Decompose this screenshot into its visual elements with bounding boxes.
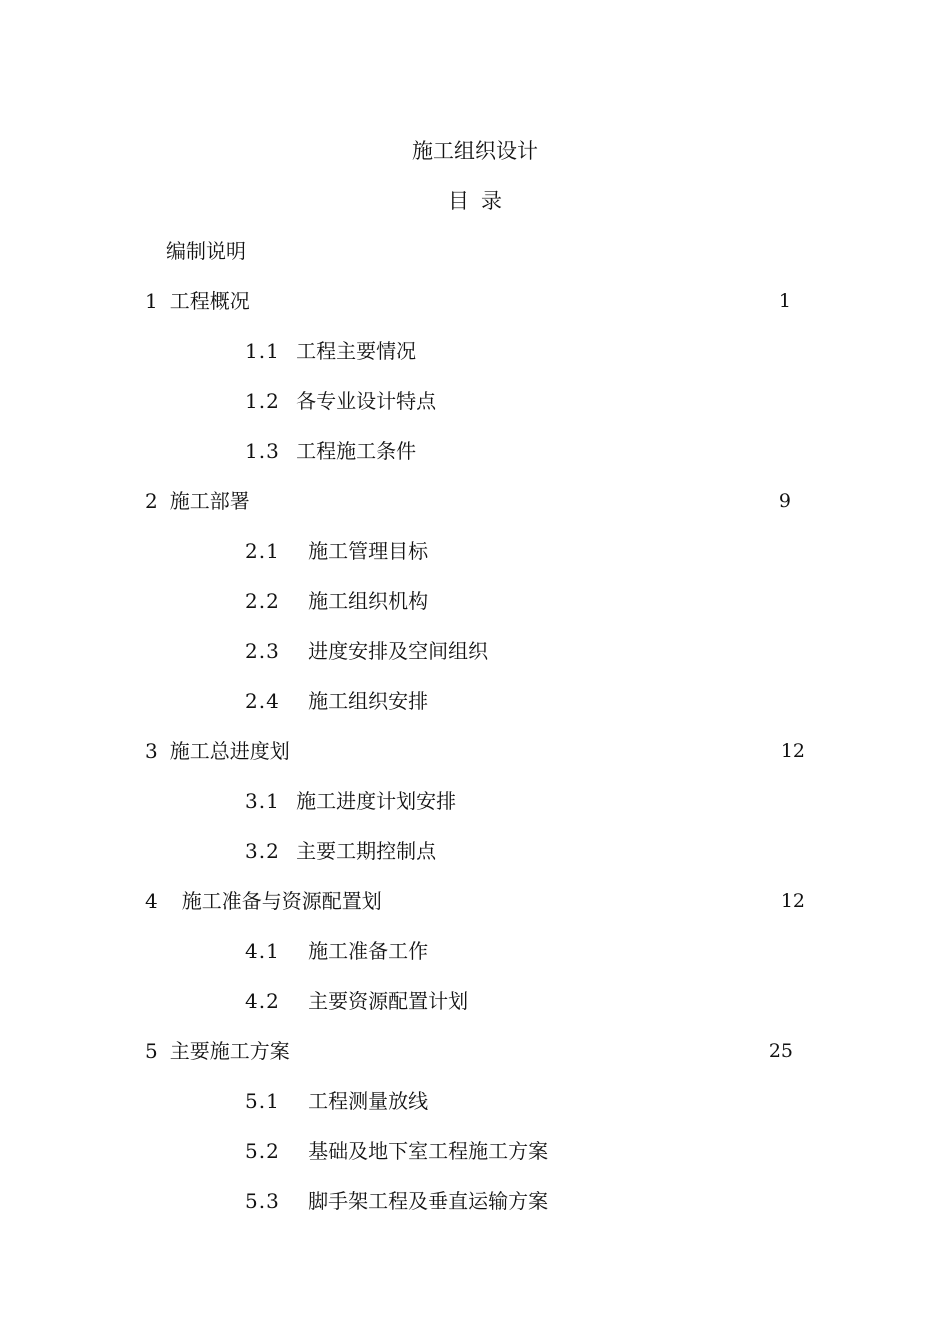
section-page-number: 1 [778,290,791,312]
subsection-label: 基础及地下室工程施工方案 [308,1139,549,1163]
section-number: 2 [145,489,158,513]
subsection-label: 施工管理目标 [308,539,429,563]
section-number: 3 [145,739,158,763]
section-number: 1 [145,289,158,313]
toc-subsection-2-1[interactable] [245,536,428,566]
document-title: 施工组织设计 [412,139,538,163]
toc-subsection-5-3[interactable] [245,1186,548,1216]
subsection-label: 脚手架工程及垂直运输方案 [308,1189,549,1213]
toc-subsection-5-1[interactable] [245,1086,428,1116]
section-label: 主要施工方案 [169,1039,290,1063]
subsection-label: 施工进度计划安排 [296,789,457,813]
preface-label: 编制说明 [166,239,246,263]
subsection-number: 2.3 [245,639,280,663]
subsection-number: 5.1 [245,1089,280,1113]
subsection-label: 工程施工条件 [296,439,417,463]
toc-subsection-2-4[interactable] [245,686,428,716]
toc-section-2[interactable] [145,486,805,516]
section-page-number: 25 [768,1040,793,1062]
subsection-label: 进度安排及空间组织 [308,639,489,663]
subsection-label: 工程测量放线 [308,1089,429,1113]
subsection-label: 施工组织安排 [308,689,429,713]
toc-subsection-5-2[interactable] [245,1136,548,1166]
section-number: 5 [145,1039,158,1063]
subsection-number: 5.3 [245,1189,280,1213]
dot-leader [292,1036,767,1066]
toc-section-4[interactable] [145,886,805,916]
toc-section-3[interactable] [145,736,805,766]
subsection-number: 2.2 [245,589,280,613]
subsection-number: 2.1 [245,539,280,563]
section-label: 施工准备与资源配置划 [181,889,382,913]
toc-subsection-1-1[interactable] [245,336,416,366]
toc-subsection-4-2[interactable] [245,986,468,1016]
dot-leader [304,736,779,766]
dot-leader [264,286,777,316]
section-page-number: 9 [778,490,791,512]
section-label: 施工总进度划 [169,739,290,763]
subsection-number: 1.1 [245,339,280,363]
dot-leader [264,486,777,516]
section-number: 4 [145,889,158,913]
subsection-number: 4.1 [245,939,280,963]
subsection-number: 3.2 [245,839,280,863]
toc-subsection-3-1[interactable] [245,786,456,816]
subsection-label: 工程主要情况 [296,339,417,363]
toc-subsection-1-3[interactable] [245,436,416,466]
subsection-number: 1.3 [245,439,280,463]
subsection-number: 2.4 [245,689,280,713]
section-page-number: 12 [780,890,805,912]
toc-subsection-2-3[interactable] [245,636,488,666]
subsection-number: 4.2 [245,989,280,1013]
section-label: 施工部署 [169,489,250,513]
dot-leader [384,886,779,916]
toc-section-1[interactable] [145,286,805,316]
toc-subsection-1-2[interactable] [245,386,436,416]
toc-section-5[interactable] [145,1036,793,1066]
subsection-label: 各专业设计特点 [296,389,437,413]
subsection-label: 主要资源配置计划 [308,989,469,1013]
toc-subsection-4-1[interactable] [245,936,428,966]
toc-subsection-2-2[interactable] [245,586,428,616]
subsection-number: 5.2 [245,1139,280,1163]
subsection-number: 3.1 [245,789,280,813]
subsection-number: 1.2 [245,389,280,413]
toc-subsection-3-2[interactable] [245,836,436,866]
subsection-label: 主要工期控制点 [296,839,437,863]
toc-entry-preface[interactable] [166,236,246,266]
section-page-number: 12 [780,740,805,762]
subsection-label: 施工组织机构 [308,589,429,613]
subsection-label: 施工准备工作 [308,939,429,963]
toc-title: 目录 [448,189,514,213]
section-label: 工程概况 [169,289,250,313]
